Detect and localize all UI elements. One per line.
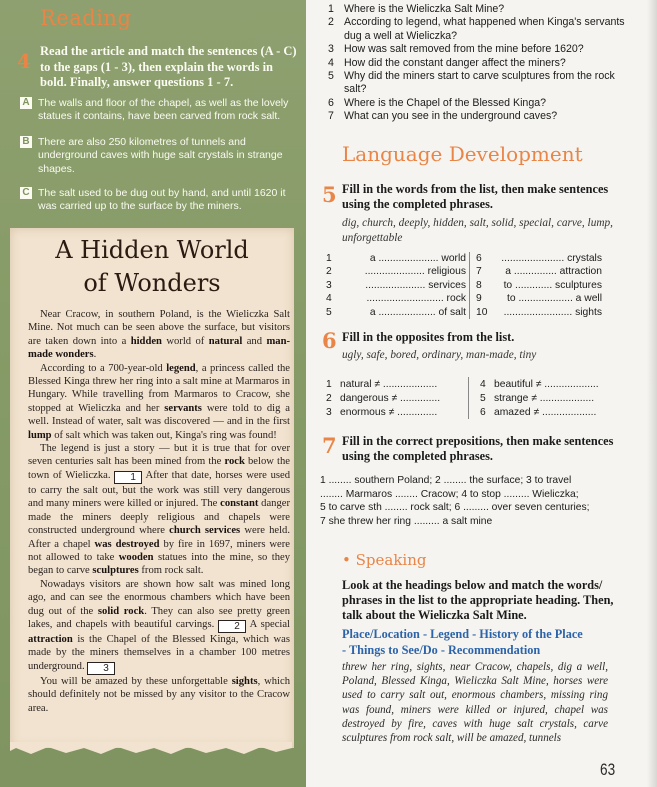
exercise-6-grid xyxy=(326,378,626,419)
exercise-5-grid xyxy=(326,252,626,319)
letter-badge-b: B xyxy=(20,136,32,148)
language-development-title: Language Development xyxy=(342,142,583,166)
speaking-word-list: threw her ring, sights, near Cracow, chapels, dig a well, Poland, Blessed Kinga, Wieliczka Salt Mine, horses were used to carry salt out, enormous chambers, missing ring was found, miners were killed or injured, chapel was destroyed by fire, caves with huge salt crystals, carve sculptures from rock salt, will be amazed, tunnels xyxy=(342,661,608,745)
gap-sentence-a xyxy=(20,97,304,124)
exercise-5-instruction: Fill in the words from the list, then make sentences using the completed phrases. xyxy=(342,182,609,211)
question-item: 4 How did the constant danger affect the miners? xyxy=(328,56,566,69)
exercise-5-wordlist: dig, church, deeply, hidden, salt, solid, special, carve, lump, unforgettable xyxy=(342,217,613,244)
fill-row: 1 a ..................... world 6 ...................... crystals xyxy=(326,253,602,264)
exercise-5-number: 5 xyxy=(322,182,337,207)
opposite-row: 1 natural ≠ ................... 4 beautiful ≠ ................... xyxy=(326,379,599,390)
page-edge-shadow xyxy=(647,0,657,787)
page-number: 63 xyxy=(600,760,616,779)
exercise-7-instruction: Fill in the correct prepositions, then make sentences using the completed phrases. xyxy=(342,434,614,463)
speaking-instruction: Look at the headings below and match the words/ phrases in the list to the appropriate heading. Then, talk about the Wieliczka Salt Mine. xyxy=(342,578,614,622)
gap-sentence-text: The salt used to be dug out by hand, and until 1620 it was carried up to the surface by the miners. xyxy=(38,187,286,213)
article-paragraph-3: The legend is just a story — but it is true that for over seven centuries salt has been mined from the rock below the town of Wieliczka. 1 After that date, horses were used to carry the salt out, but the work was still very dangerous and many miners were killed or injured. The constant danger made the miners deeply religious and chapels were constructed underground where church services were held. After a chapel was destroyed by fire in 1697, miners were not allowed to take wooden statues into the mine, so they began to carve sculptures from rock salt. xyxy=(28,443,291,577)
question-item: 6 Where is the Chapel of the Blessed Kinga? xyxy=(328,96,546,109)
gap-sentence-c xyxy=(20,187,304,214)
article-paragraph-4: Nowadays visitors are shown how salt was mined long ago, and can see the enormous chambers which have been dug out of the solid rock. They can also see pretty green lakes, and chapels with beautiful carvings. 2 A special attraction is the Chapel of the Blessed Kinga, which was made by the miners themselves in a chamber 100 metres underground. 3 xyxy=(28,578,290,674)
letter-badge-a: A xyxy=(20,97,32,109)
question-item: 5 Why did the miners start to carve sculptures from the rock salt? xyxy=(328,70,615,96)
article-body xyxy=(28,308,290,715)
article-title-line-1: A Hidden World xyxy=(55,236,249,264)
exercise-4-number: 4 xyxy=(17,49,31,73)
fill-row: 2 ..................... religious 7 a ............... attraction xyxy=(326,266,602,278)
fill-row: 4 ........................... rock 9 to ................... a well xyxy=(326,293,602,305)
exercise-6-number: 6 xyxy=(322,328,337,353)
questions-list xyxy=(328,3,638,124)
exercise-6-instruction: Fill in the opposites from the list. xyxy=(342,330,515,344)
gap-sentence-text: There are also 250 kilometres of tunnels and underground caves with huge salt crystals in strange shapes. xyxy=(38,136,283,175)
column-divider xyxy=(469,252,470,319)
fill-row: 5 a .................... of salt 10 ........................ sights xyxy=(326,306,602,318)
column-divider xyxy=(468,377,469,419)
gap-sentence-text: The walls and floor of the chapel, as well as the lovely statues it contains, have been carved from rock salt. xyxy=(38,97,289,123)
gap-box-2[interactable]: 2 xyxy=(218,620,246,633)
reading-title: Reading xyxy=(40,6,132,30)
question-item: 7 What can you see in the underground caves? xyxy=(328,110,558,123)
exercise-4-instruction: Read the article and match the sentences (A - C) to the gaps (1 - 3), then explain the words in bold. Finally, answer questions 1 - 7. xyxy=(40,44,297,89)
opposite-row: 3 enormous ≠ .............. 6 amazed ≠ ................... xyxy=(326,406,597,418)
article-title-line-2: of Wonders xyxy=(83,269,221,297)
article-paragraph-1: Near Cracow, in southern Poland, is the Wieliczka Salt Mine. Not much can be seen above the surface, but visitors are taken down into a hidden world of natural and man-made wonders. xyxy=(28,309,290,361)
right-panel xyxy=(306,0,657,787)
gap-box-1[interactable]: 1 xyxy=(114,471,142,484)
gap-box-3[interactable]: 3 xyxy=(87,662,115,675)
torn-paper-edge xyxy=(6,742,296,758)
exercise-6-wordlist: ugly, safe, bored, ordinary, man-made, tiny xyxy=(342,349,537,361)
gap-sentence-b xyxy=(20,136,304,176)
article-paper xyxy=(10,228,294,748)
left-panel xyxy=(0,0,306,787)
letter-badge-c: C xyxy=(20,187,32,199)
fill-row: 3 ..................... services 8 to ............. sculptures xyxy=(326,279,602,291)
question-item: 3 How was salt removed from the mine before 1620? xyxy=(328,43,584,56)
speaking-headings: Place/Location - Legend - History of the Place - Things to See/Do - Recommendation xyxy=(342,627,583,657)
exercise-7-number: 7 xyxy=(322,433,337,458)
article-paragraph-5: You will be amazed by these unforgettable sights, which should definitely not be missed by any visitor to the Cracow area. xyxy=(28,675,290,714)
article-paragraph-2: According to a 700-year-old legend, a princess called the Blessed Kinga threw her ring into a salt mine at Marmaros in Hungary. While travelling from Marmaros to Cracow, she stopped at Wieliczka and her servants were told to dig a well. Instead of water, salt was discovered — and in the first lump of salt which was taken out, Kinga's ring was found! xyxy=(28,362,291,441)
opposite-row: 2 dangerous ≠ .............. 5 strange ≠ ................... xyxy=(326,392,595,404)
exercise-7-items: 1 ........ southern Poland; 2 ........ the surface; 3 to travel ........ Marmaros ........ Cracow; 4 to stop ......... Wieliczka; 5 to carve sth ........ rock salt; 6 ......... over seven centuries; 7 she threw her ring ......... a salt mine xyxy=(320,475,590,527)
question-item: 2 According to legend, what happened when Kinga's servants dug a well at Wieliczka? xyxy=(328,16,625,42)
question-item: 1 Where is the Wieliczka Salt Mine? xyxy=(328,3,505,15)
speaking-title: • Speaking xyxy=(342,551,427,569)
